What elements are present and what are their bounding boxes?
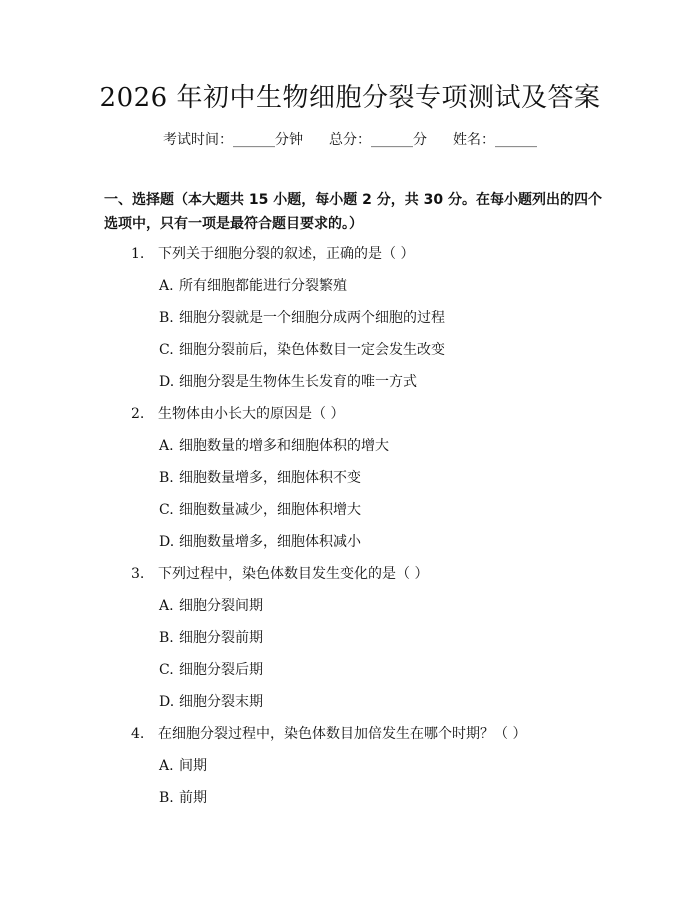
option-letter: C. (159, 342, 174, 358)
option-letter: B. (159, 310, 174, 326)
option-text: 细胞数量增多，细胞体积不变 (179, 470, 361, 486)
question-2-option-c (159, 500, 361, 520)
option-letter: A. (159, 598, 174, 614)
question-3-option-d (159, 692, 263, 712)
option-text: 前期 (179, 790, 207, 806)
question-4-option-b (159, 788, 207, 808)
option-text: 细胞分裂前后，染色体数目一定会发生改变 (179, 342, 445, 358)
question-text: 下列关于细胞分裂的叙述，正确的是（ ） (158, 246, 415, 262)
option-text: 细胞数量减少，细胞体积增大 (179, 502, 361, 518)
question-1-option-b (159, 308, 445, 328)
total-score-field: 总分：______分 (329, 132, 427, 148)
option-text: 细胞数量增多，细胞体积减小 (179, 534, 361, 550)
option-letter: D. (159, 534, 175, 550)
option-text: 细胞分裂末期 (179, 694, 263, 710)
question-text: 生物体由小长大的原因是（ ） (158, 406, 345, 422)
option-text: 细胞分裂前期 (179, 630, 263, 646)
option-letter: B. (159, 630, 174, 646)
option-text: 细胞分裂就是一个细胞分成两个细胞的过程 (179, 310, 445, 326)
question-number: 1. (131, 246, 145, 262)
question-3 (131, 564, 428, 584)
question-text: 在细胞分裂过程中，染色体数目加倍发生在哪个时期？（ ） (158, 726, 527, 742)
question-2 (131, 404, 344, 424)
question-3-option-c (159, 660, 263, 680)
section-heading: 一、选择题（本大题共 15 小题，每小题 2 分，共 30 分。在每小题列出的四个选项中，只有一项是最符合题目要求的。） (104, 192, 602, 232)
option-letter: C. (159, 662, 174, 678)
question-1-option-d (159, 372, 417, 392)
question-number: 3. (131, 566, 145, 582)
option-letter: A. (159, 438, 174, 454)
question-4-option-a (159, 756, 207, 776)
option-letter: A. (159, 758, 174, 774)
exam-title: 2026 年初中生物细胞分裂专项测试及答案 (99, 83, 601, 113)
question-4 (131, 724, 526, 744)
exam-meta (0, 130, 700, 150)
question-3-option-a (159, 596, 263, 616)
question-1-option-c (159, 340, 445, 360)
option-letter: C. (159, 502, 174, 518)
option-letter: A. (159, 278, 174, 294)
option-letter: B. (159, 790, 174, 806)
option-letter: D. (159, 374, 175, 390)
question-number: 2. (131, 406, 145, 422)
student-name-field: 姓名：______ (453, 132, 537, 148)
question-3-option-b (159, 628, 263, 648)
exam-time-field: 考试时间：______分钟 (163, 132, 303, 148)
option-text: 细胞分裂是生物体生长发育的唯一方式 (179, 374, 417, 390)
option-text: 所有细胞都能进行分裂繁殖 (179, 278, 347, 294)
question-text: 下列过程中，染色体数目发生变化的是（ ） (158, 566, 429, 582)
option-letter: D. (159, 694, 175, 710)
option-text: 细胞数量的增多和细胞体积的增大 (179, 438, 389, 454)
question-1-option-a (159, 276, 347, 296)
option-text: 细胞分裂间期 (179, 598, 263, 614)
option-letter: B. (159, 470, 174, 486)
question-2-option-b (159, 468, 361, 488)
option-text: 间期 (179, 758, 207, 774)
question-2-option-d (159, 532, 361, 552)
option-text: 细胞分裂后期 (179, 662, 263, 678)
question-1 (131, 244, 414, 264)
question-2-option-a (159, 436, 389, 456)
question-number: 4. (131, 726, 145, 742)
